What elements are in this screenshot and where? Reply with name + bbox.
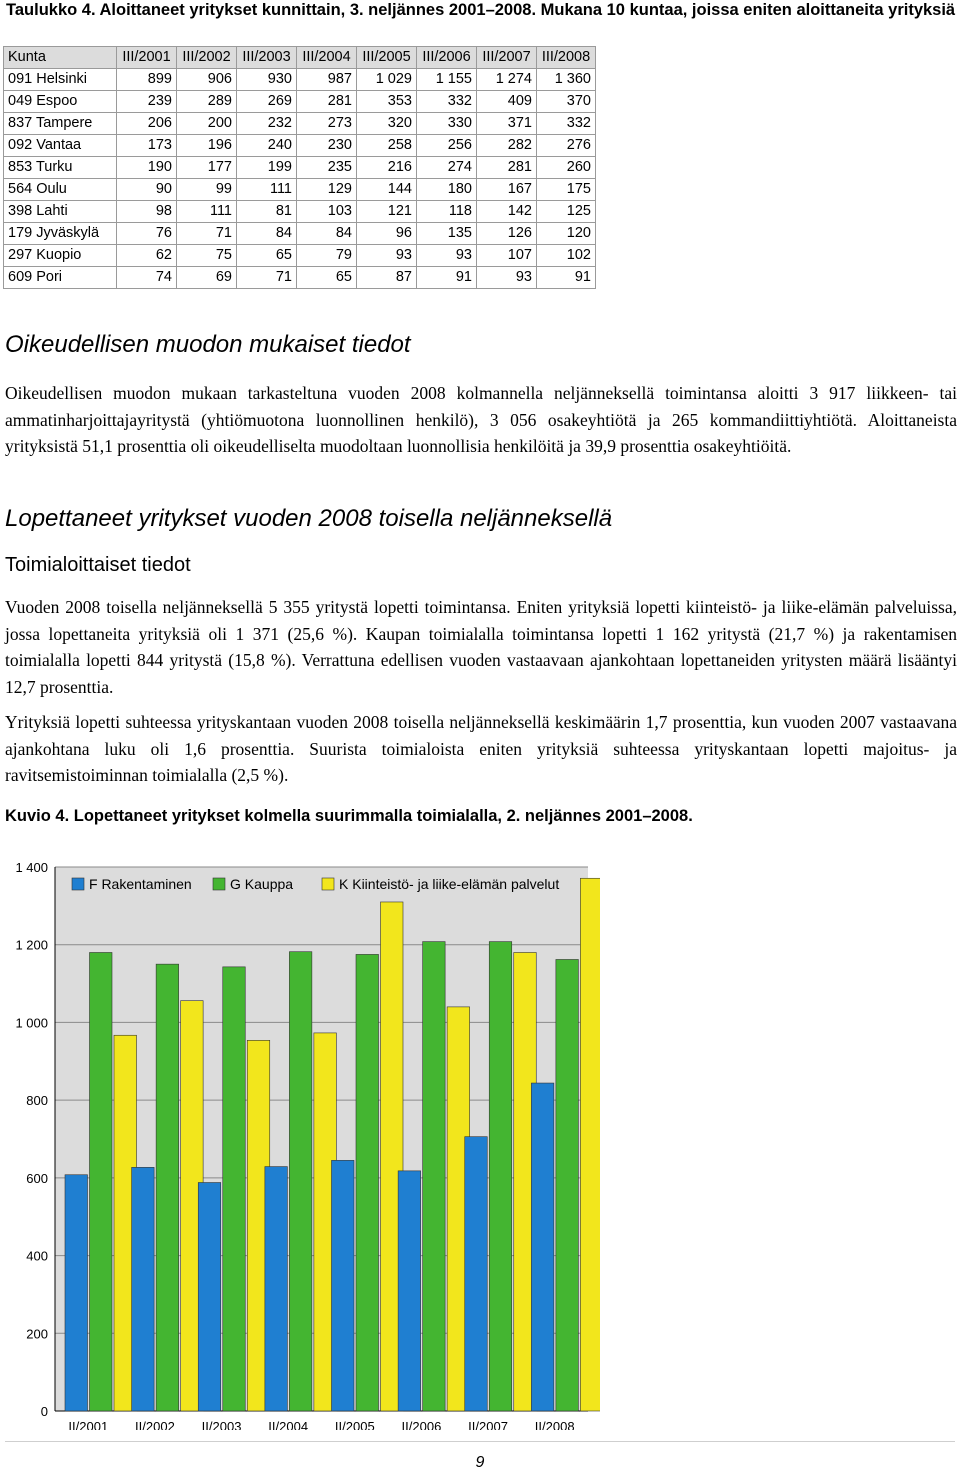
value-cell: 71 [177,223,237,245]
bar-construction [398,1171,421,1411]
legend-label: F Rakentaminen [89,876,192,892]
municipality-name-cell: 837 Tampere [4,113,117,135]
value-cell: 144 [357,179,417,201]
y-tick-label: 1 000 [15,1015,48,1031]
bar-trade [90,952,113,1411]
bar-trade [356,954,379,1411]
legend-swatch [322,878,334,890]
bar-construction [65,1175,88,1411]
y-tick-label: 400 [26,1248,48,1264]
bar-chart [0,840,600,1430]
legend-swatch [72,878,84,890]
subheading-industry-data: Toimialoittaiset tiedot [5,554,191,576]
value-cell: 239 [117,91,177,113]
value-cell: 135 [417,223,477,245]
bar-real-estate [580,878,600,1411]
column-header-period: III/2004 [297,47,357,69]
municipality-name-cell: 564 Oulu [4,179,117,201]
table-body [4,69,596,289]
value-cell: 142 [477,201,537,223]
value-cell: 175 [537,179,596,201]
x-tick-label: II/2008 [534,1419,575,1430]
value-cell: 93 [417,245,477,267]
municipality-name-cell: 091 Helsinki [4,69,117,91]
table-row [4,91,596,113]
value-cell: 260 [537,157,596,179]
column-header-period: III/2008 [537,47,596,69]
table-row [4,267,596,289]
value-cell: 90 [117,179,177,201]
value-cell: 167 [477,179,537,201]
x-tick-label: II/2005 [334,1419,375,1430]
bar-trade [156,964,179,1411]
value-cell: 91 [417,267,477,289]
value-cell: 330 [417,113,477,135]
bar-trade [289,952,312,1411]
paragraph-industry-2: Yrityksiä lopetti suhteessa yrityskantaan vuoden 2008 toisella neljänneksellä keskimäärin 1,7 prosenttia, kun vuoden 2007 vastaavana ajankohtana luku oli 1,6 prosenttia. Suurista toimialoista eniten yrityksiä suhteessa yrityskantaan lopetti majoitus- ja ravitsemistoiminnan toimialalla (2,5 %). [5,712,957,785]
municipality-name-cell: 609 Pori [4,267,117,289]
value-cell: 320 [357,113,417,135]
value-cell: 281 [297,91,357,113]
value-cell: 129 [297,179,357,201]
value-cell: 1 155 [417,69,477,91]
value-cell: 1 029 [357,69,417,91]
value-cell: 216 [357,157,417,179]
paragraph-industry-1: Vuoden 2008 toisella neljänneksellä 5 355 yritystä lopetti toimintansa. Eniten yrityksiä lopetti kiinteistö- ja liike-elämän palveluissa, jossa lopettaneita yrityksiä oli 1 371 (25,6 %). Kaupan toimialalla toimintansa lopetti 1 162 yritystä (21,7 %) ja rakentamisen toimialalla lopetti 844 yritystä (15,8 %). Verrattuna edellisen vuoden vastaavaan ajankohtaan lopettaneiden yritysten määrä lisääntyi 12,7 prosenttia. [5,597,957,697]
bar-trade [223,967,246,1411]
value-cell: 240 [237,135,297,157]
value-cell: 81 [237,201,297,223]
value-cell: 273 [297,113,357,135]
municipality-name-cell: 398 Lahti [4,201,117,223]
value-cell: 987 [297,69,357,91]
legend-label: G Kauppa [230,876,294,892]
value-cell: 232 [237,113,297,135]
value-cell: 69 [177,267,237,289]
value-cell: 111 [177,201,237,223]
table-header-row [4,47,596,69]
value-cell: 96 [357,223,417,245]
y-tick-label: 1 200 [15,937,48,953]
value-cell: 269 [237,91,297,113]
x-tick-label: II/2004 [268,1419,309,1430]
x-tick-label: II/2007 [468,1419,508,1430]
value-cell: 62 [117,245,177,267]
column-header-period: III/2002 [177,47,237,69]
value-cell: 102 [537,245,596,267]
section-heading-legal-form: Oikeudellisen muodon mukaiset tiedot [5,331,411,358]
value-cell: 84 [297,223,357,245]
table-row [4,201,596,223]
table-row [4,113,596,135]
value-cell: 84 [237,223,297,245]
value-cell: 1 274 [477,69,537,91]
value-cell: 177 [177,157,237,179]
value-cell: 899 [117,69,177,91]
value-cell: 235 [297,157,357,179]
value-cell: 75 [177,245,237,267]
x-tick-label: II/2001 [68,1419,109,1430]
table-row [4,157,596,179]
section-heading-closed-companies: Lopettaneet yritykset vuoden 2008 toisella neljänneksellä [5,505,613,532]
bar-construction [465,1137,488,1411]
municipality-name-cell: 179 Jyväskylä [4,223,117,245]
value-cell: 258 [357,135,417,157]
y-tick-label: 600 [26,1170,48,1186]
value-cell: 74 [117,267,177,289]
legend-label: K Kiinteistö- ja liike-elämän palvelut [339,876,560,892]
value-cell: 274 [417,157,477,179]
column-header-period: III/2003 [237,47,297,69]
x-tick-label: II/2006 [401,1419,442,1430]
column-header-period: III/2007 [477,47,537,69]
value-cell: 126 [477,223,537,245]
value-cell: 332 [537,113,596,135]
bar-construction [332,1160,355,1411]
value-cell: 118 [417,201,477,223]
bar-trade [556,959,579,1411]
table-title: Taulukko 4. Aloittaneet yritykset kunnittain, 3. neljännes 2001–2008. Mukana 10 kuntaa, joissa eniten aloittaneita yrityksiä [6,1,956,19]
bar-construction [198,1183,221,1411]
value-cell: 200 [177,113,237,135]
municipality-name-cell: 297 Kuopio [4,245,117,267]
value-cell: 409 [477,91,537,113]
value-cell: 281 [477,157,537,179]
value-cell: 93 [357,245,417,267]
value-cell: 282 [477,135,537,157]
value-cell: 230 [297,135,357,157]
value-cell: 120 [537,223,596,245]
y-tick-label: 800 [26,1093,48,1109]
value-cell: 173 [117,135,177,157]
municipality-name-cell: 092 Vantaa [4,135,117,157]
page-footer-rule [5,1441,955,1442]
x-tick-label: II/2003 [201,1419,242,1430]
value-cell: 99 [177,179,237,201]
value-cell: 371 [477,113,537,135]
value-cell: 71 [237,267,297,289]
value-cell: 1 360 [537,69,596,91]
value-cell: 206 [117,113,177,135]
value-cell: 87 [357,267,417,289]
value-cell: 930 [237,69,297,91]
column-header-municipality: Kunta [4,47,117,69]
value-cell: 65 [237,245,297,267]
table-row [4,69,596,91]
value-cell: 107 [477,245,537,267]
bar-construction [132,1167,155,1411]
value-cell: 180 [417,179,477,201]
y-tick-label: 1 400 [15,860,48,875]
bar-trade [423,942,446,1411]
value-cell: 289 [177,91,237,113]
x-tick-label: II/2002 [135,1419,175,1430]
value-cell: 91 [537,267,596,289]
value-cell: 98 [117,201,177,223]
paragraph-legal-form: Oikeudellisen muodon mukaan tarkasteltuna vuoden 2008 kolmannella neljänneksellä toimintansa aloitti 3 917 liikkeen- tai ammatinharjoittajayritystä (yhtiömuotona luonnollinen henkilö), 3 056 osakeyhtiötä ja 265 kommandiittiyhtiötä. Aloittaneista yrityksistä 51,1 prosenttia oli oikeudelliselta muodoltaan luonnollisia henkilöitä ja 39,9 prosenttia osakeyhtiöitä. [5,383,957,456]
table-row [4,179,596,201]
value-cell: 353 [357,91,417,113]
value-cell: 256 [417,135,477,157]
value-cell: 199 [237,157,297,179]
legend-swatch [213,878,225,890]
y-tick-label: 0 [40,1404,48,1419]
value-cell: 121 [357,201,417,223]
figure-caption: Kuvio 4. Lopettaneet yritykset kolmella suurimmalla toimialalla, 2. neljännes 2001–2008. [5,807,693,825]
column-header-period: III/2006 [417,47,477,69]
value-cell: 111 [237,179,297,201]
table-row [4,223,596,245]
value-cell: 906 [177,69,237,91]
value-cell: 103 [297,201,357,223]
value-cell: 276 [537,135,596,157]
municipality-table [3,46,596,289]
y-tick-label: 200 [26,1326,48,1342]
value-cell: 125 [537,201,596,223]
column-header-period: III/2001 [117,47,177,69]
bar-construction [265,1167,288,1411]
municipality-name-cell: 853 Turku [4,157,117,179]
value-cell: 196 [177,135,237,157]
municipality-name-cell: 049 Espoo [4,91,117,113]
value-cell: 79 [297,245,357,267]
page-number: 9 [475,1454,485,1471]
column-header-period: III/2005 [357,47,417,69]
value-cell: 76 [117,223,177,245]
table-row [4,245,596,267]
bar-trade [489,942,512,1411]
table-row [4,135,596,157]
value-cell: 190 [117,157,177,179]
bar-construction [531,1083,554,1411]
value-cell: 370 [537,91,596,113]
value-cell: 65 [297,267,357,289]
value-cell: 332 [417,91,477,113]
value-cell: 93 [477,267,537,289]
